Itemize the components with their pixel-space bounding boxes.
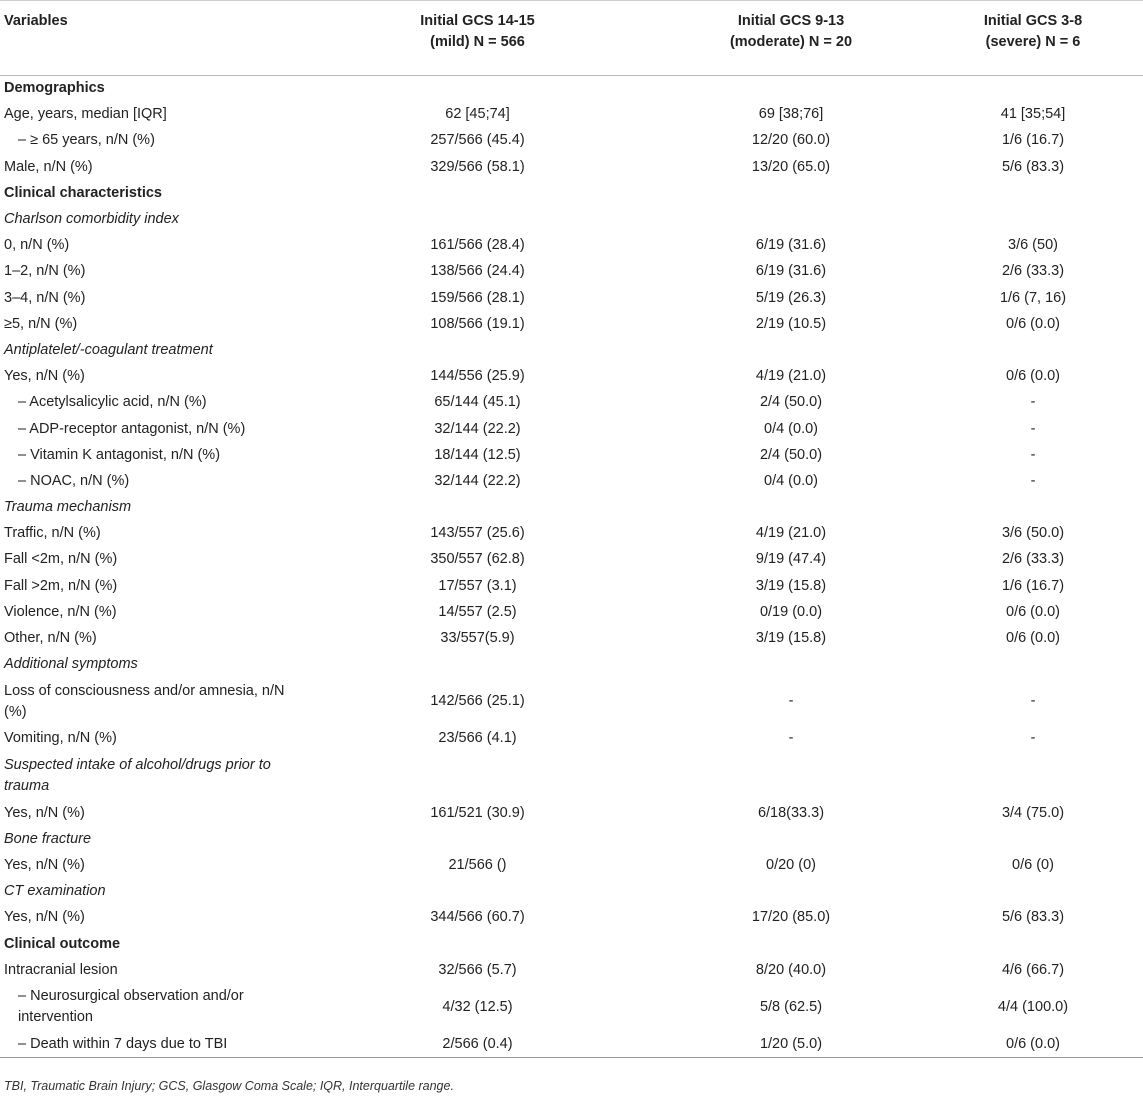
row-label: 1–2, n/N (%) [4,263,86,280]
severe-value: 2/6 (33.3) [1001,263,1065,280]
row-label: 0, n/N (%) [4,237,70,254]
header-severe-line2: (severe) N = 6 [985,34,1081,50]
moderate-value: 5/19 (26.3) [755,289,827,306]
mild-value: 257/566 (45.4) [430,132,525,149]
moderate-value: 4/19 (21.0) [755,368,827,385]
mild-value: 161/566 (28.4) [430,237,525,254]
row-label: Bone fracture [4,830,92,847]
row-label: – Neurosurgical observation and/or intervention [18,988,244,1026]
row-label: Yes, n/N (%) [4,368,85,385]
table-row [0,390,1143,416]
table-row [0,726,1143,752]
table-row [0,599,1143,625]
header-variables: Variables [0,1,296,76]
mild-value: 21/566 () [448,856,507,873]
mild-value: 344/566 (60.7) [430,909,525,926]
moderate-value: 3/19 (15.8) [755,577,827,594]
moderate-value: 13/20 (65.0) [751,158,831,175]
severe-value [923,495,1143,521]
row-label: – ≥ 65 years, n/N (%) [18,132,155,149]
header-severe [923,1,1143,76]
row-label: Age, years, median [IQR] [4,106,167,123]
severe-value: 4/4 (100.0) [997,998,1069,1015]
table-row [0,905,1143,931]
moderate-value: 2/4 (50.0) [759,394,823,411]
table-row [0,573,1143,599]
severe-value: 1/6 (7, 16) [999,289,1067,306]
table-header-row [0,1,1143,76]
mild-value: 62 [45;74] [445,106,510,123]
row-label: Fall <2m, n/N (%) [4,551,118,568]
mild-value: 17/557 (3.1) [438,577,517,594]
row-label: Clinical characteristics [4,184,162,201]
moderate-value [659,495,923,521]
mild-value: 2/566 (0.4) [296,1031,659,1057]
moderate-value: - [788,730,794,747]
table-row [0,678,1143,726]
mild-value: 14/557 (2.5) [438,603,517,620]
mild-value [296,652,659,678]
mild-value [296,337,659,363]
table-row [0,521,1143,547]
severe-value: 41 [35;54] [1000,106,1066,123]
mild-value: 65/144 (45.1) [434,394,521,411]
moderate-value: 4/19 (21.0) [755,525,827,542]
moderate-value: 1/20 (5.0) [659,1031,923,1057]
moderate-value: 2/19 (10.5) [755,315,827,332]
moderate-value [659,652,923,678]
row-label: Loss of consciousness and/or amnesia, n/N (%) [4,682,285,720]
mild-value: 108/566 (19.1) [430,315,525,332]
moderate-value [659,76,923,102]
moderate-value: 2/4 (50.0) [759,446,823,463]
row-label: – Vitamin K antagonist, n/N (%) [18,446,221,463]
table-row [0,983,1143,1031]
mild-value: 138/566 (24.4) [430,263,525,280]
header-moderate [659,1,923,76]
moderate-value [659,752,923,800]
row-label: Trauma mechanism [4,499,132,516]
severe-value [923,206,1143,232]
moderate-value [659,826,923,852]
mild-value: 4/32 (12.5) [442,998,513,1015]
header-mild-line2: (mild) N = 566 [430,34,525,50]
moderate-value: 12/20 (60.0) [751,132,831,149]
row-label: Suspected intake of alcohol/drugs prior to trauma [4,757,271,794]
table-row [0,76,1143,102]
moderate-value: 8/20 (40.0) [755,961,827,978]
row-label: Clinical outcome [4,935,121,952]
severe-value: 5/6 (83.3) [1001,158,1065,175]
severe-value: 3/6 (50) [1008,237,1058,254]
row-label: Male, n/N (%) [4,158,93,175]
moderate-value: 6/18(33.3) [757,804,825,821]
table-row [0,1031,1143,1057]
row-label: ≥5, n/N (%) [4,315,78,332]
table-row [0,311,1143,337]
severe-value [923,337,1143,363]
table-row [0,752,1143,800]
table-row [0,547,1143,573]
moderate-value: 3/19 (15.8) [755,630,827,647]
moderate-value: - [788,693,794,710]
row-label: Violence, n/N (%) [4,603,117,620]
table-row [0,468,1143,494]
row-label: Traffic, n/N (%) [4,525,101,542]
severe-value: - [1030,472,1036,489]
severe-value [923,752,1143,800]
severe-value: 0/6 (0) [1012,856,1054,873]
severe-value: 1/6 (16.7) [1001,577,1065,594]
moderate-value [659,180,923,206]
moderate-value: 6/19 (31.6) [755,237,827,254]
severe-value: 0/6 (0.0) [1006,368,1060,385]
severe-value: - [1030,693,1036,710]
table-row [0,852,1143,878]
table-row [0,128,1143,154]
mild-value [296,180,659,206]
mild-value [296,76,659,102]
header-mild [296,1,659,76]
table-row [0,625,1143,651]
table-row [0,826,1143,852]
severe-value: 3/4 (75.0) [1001,804,1065,821]
mild-value: 329/566 (58.1) [430,158,525,175]
mild-value [296,752,659,800]
mild-value [296,826,659,852]
table-footnote: TBI, Traumatic Brain Injury; GCS, Glasgow Coma Scale; IQR, Interquartile range. [4,1079,454,1093]
row-label: Antiplatelet/-coagulant treatment [4,341,213,358]
mild-value: 144/556 (25.9) [430,368,525,385]
severe-value: - [1030,730,1036,747]
row-label: Demographics [4,80,105,97]
moderate-value [659,337,923,363]
table-row [0,957,1143,983]
severe-value: - [1030,394,1036,411]
mild-value [296,931,659,957]
mild-value [296,206,659,232]
severe-value: - [1030,420,1036,437]
table-row [0,233,1143,259]
mild-value: 143/557 (25.6) [430,525,525,542]
header-moderate-line2: (moderate) N = 20 [729,34,853,50]
mild-value: 23/566 (4.1) [438,730,517,747]
moderate-value: 0/19 (0.0) [759,603,823,620]
row-label: Intracranial lesion [4,961,118,978]
moderate-value: 5/8 (62.5) [759,998,823,1015]
severe-value: 0/6 (0.0) [1006,603,1060,620]
severe-value: 1/6 (16.7) [1001,132,1065,149]
row-label: Additional symptoms [4,656,138,673]
table-row [0,416,1143,442]
moderate-value: 69 [38;76] [758,106,824,123]
moderate-value: 9/19 (47.4) [755,551,827,568]
table-row [0,180,1143,206]
moderate-value: 0/20 (0) [766,856,816,873]
mild-value: 159/566 (28.1) [430,289,525,306]
table-row [0,879,1143,905]
severe-value: 3/6 (50.0) [1001,525,1065,542]
table-row [0,102,1143,128]
table-row [0,931,1143,957]
table-row [0,442,1143,468]
row-label: Vomiting, n/N (%) [4,730,117,747]
mild-value: 142/566 (25.1) [430,693,525,710]
moderate-value: 0/4 (0.0) [764,472,818,489]
row-label: Yes, n/N (%) [4,909,85,926]
severe-value [923,180,1143,206]
table-row [0,495,1143,521]
mild-value: 18/144 (12.5) [434,446,521,463]
table-row [0,800,1143,826]
moderate-value: 6/19 (31.6) [755,263,827,280]
mild-value: 32/144 (22.2) [434,472,521,489]
severe-value [923,931,1143,957]
table-row [0,364,1143,390]
row-label: – Death within 7 days due to TBI [0,1031,296,1057]
moderate-value [659,879,923,905]
moderate-value [659,206,923,232]
mild-value [296,879,659,905]
table-body [0,76,1143,1058]
row-label: Charlson comorbidity index [4,211,179,228]
severe-value: - [1030,446,1036,463]
header-severe-line1: Initial GCS 3-8 [983,13,1083,29]
table-row [0,206,1143,232]
row-label: – ADP-receptor antagonist, n/N (%) [18,420,246,437]
table-row [0,337,1143,363]
row-label: – NOAC, n/N (%) [18,472,130,489]
severe-value: 5/6 (83.3) [1001,909,1065,926]
severe-value: 2/6 (33.3) [1001,551,1065,568]
moderate-value [659,931,923,957]
mild-value: 33/557(5.9) [440,630,515,647]
severe-value: 0/6 (0.0) [1006,630,1060,647]
moderate-value: 17/20 (85.0) [751,909,831,926]
severe-value: 0/6 (0.0) [923,1031,1143,1057]
row-label: Yes, n/N (%) [4,804,85,821]
severe-value [923,652,1143,678]
row-label: – Acetylsalicylic acid, n/N (%) [18,394,207,411]
header-mild-line1: Initial GCS 14-15 [420,13,535,29]
severe-value: 4/6 (66.7) [1001,961,1065,978]
header-moderate-line1: Initial GCS 9-13 [737,13,845,29]
mild-value: 350/557 (62.8) [430,551,525,568]
row-label: CT examination [4,883,106,900]
mild-value: 32/566 (5.7) [438,961,517,978]
table-row [0,652,1143,678]
severe-value [923,76,1143,102]
mild-value [296,495,659,521]
row-label: Other, n/N (%) [4,630,97,647]
row-label: 3–4, n/N (%) [4,289,86,306]
table-row [0,259,1143,285]
severe-value: 0/6 (0.0) [1006,315,1060,332]
mild-value: 32/144 (22.2) [434,420,521,437]
moderate-value: 0/4 (0.0) [764,420,818,437]
row-label: Fall >2m, n/N (%) [4,577,118,594]
table-row [0,154,1143,180]
severe-value [923,826,1143,852]
severe-value [923,879,1143,905]
row-label: Yes, n/N (%) [4,856,85,873]
table-row [0,285,1143,311]
mild-value: 161/521 (30.9) [430,804,525,821]
